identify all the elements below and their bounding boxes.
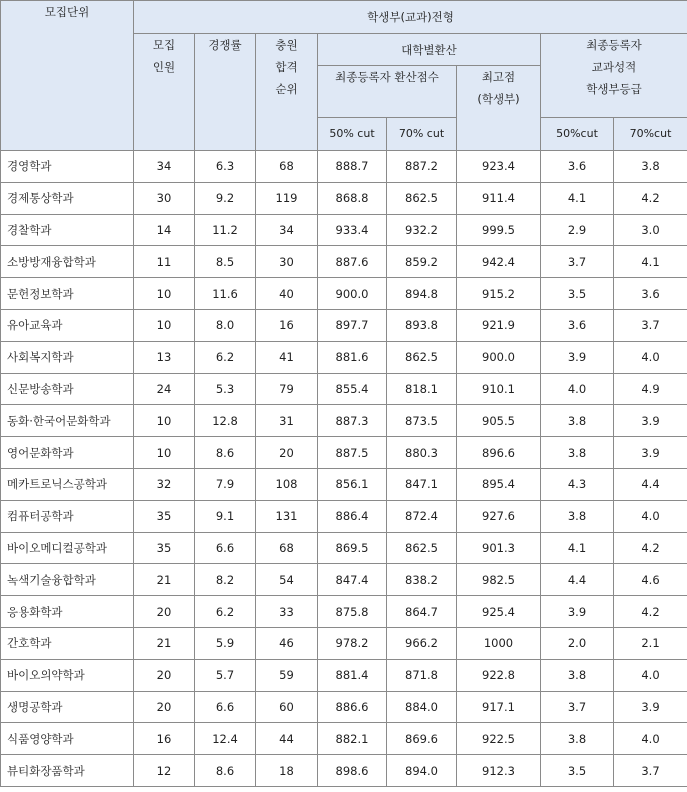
table-row [1, 182, 687, 214]
cell-score-cut70: 873.5 [387, 405, 457, 437]
header-group-label: 학생부(교과)전형 [367, 10, 454, 24]
cell-dept-name: 유아교육과 [1, 309, 134, 341]
cell-recruit-count: 21 [134, 564, 195, 596]
cell-grade-cut70: 3.8 [614, 151, 687, 183]
cell-score-cut50: 933.4 [318, 214, 387, 246]
cell-grade-cut70: 4.4 [614, 468, 687, 500]
cell-recruit-count: 32 [134, 468, 195, 500]
cell-competition-rate: 6.6 [195, 532, 256, 564]
cell-recruit-count: 21 [134, 627, 195, 659]
table-row [1, 468, 687, 500]
cell-score-cut50: 886.6 [318, 691, 387, 723]
table-row [1, 596, 687, 628]
table-body [1, 151, 687, 787]
cell-grade-cut50: 3.8 [541, 405, 614, 437]
cell-dept-name: 사회복지학과 [1, 341, 134, 373]
cell-top-score: 896.6 [457, 437, 541, 469]
cell-grade-cut50: 3.8 [541, 437, 614, 469]
cell-grade-cut50: 3.6 [541, 151, 614, 183]
cell-top-score: 922.8 [457, 659, 541, 691]
cell-grade-cut70: 4.2 [614, 182, 687, 214]
cell-dept-name: 생명공학과 [1, 691, 134, 723]
cell-top-score: 905.5 [457, 405, 541, 437]
table-row [1, 437, 687, 469]
cell-recruit-count: 10 [134, 405, 195, 437]
cell-grade-cut50: 2.0 [541, 627, 614, 659]
cell-dept-name: 경찰학과 [1, 214, 134, 246]
cell-competition-rate: 8.6 [195, 755, 256, 787]
cell-top-score: 900.0 [457, 341, 541, 373]
cell-grade-cut70: 3.7 [614, 755, 687, 787]
cell-score-cut50: 887.6 [318, 246, 387, 278]
cell-top-score: 895.4 [457, 468, 541, 500]
cell-waitlist-rank: 16 [256, 309, 318, 341]
cell-score-cut70: 894.0 [387, 755, 457, 787]
header-univ-conv-label: 대학별환산 [401, 42, 457, 57]
table-row [1, 151, 687, 183]
cell-grade-cut50: 3.9 [541, 596, 614, 628]
cell-score-cut70: 869.6 [387, 723, 457, 755]
cell-dept-name: 바이오메디컬공학과 [1, 532, 134, 564]
cell-score-cut50: 898.6 [318, 755, 387, 787]
cell-score-cut50: 978.2 [318, 627, 387, 659]
cell-score-cut70: 859.2 [387, 246, 457, 278]
cell-waitlist-rank: 33 [256, 596, 318, 628]
header-grade-cut50 [541, 118, 614, 151]
cell-grade-cut50: 3.5 [541, 278, 614, 310]
cell-score-cut70: 894.8 [387, 278, 457, 310]
header-unit-label: 모집단위 [44, 5, 90, 19]
cell-competition-rate: 8.2 [195, 564, 256, 596]
table-header [1, 1, 687, 151]
cell-score-cut70: 884.0 [387, 691, 457, 723]
cell-competition-rate: 8.0 [195, 309, 256, 341]
cell-score-cut70: 862.5 [387, 532, 457, 564]
cell-competition-rate: 12.8 [195, 405, 256, 437]
cell-top-score: 1000 [457, 627, 541, 659]
header-recruit-line1: 모집 [152, 38, 176, 52]
cell-score-cut50: 881.4 [318, 659, 387, 691]
cell-grade-cut70: 4.0 [614, 500, 687, 532]
table-row [1, 532, 687, 564]
cell-top-score: 910.1 [457, 373, 541, 405]
header-grade-cut70-label: 70%cut [629, 127, 672, 140]
header-competition [195, 34, 256, 151]
cell-score-cut50: 855.4 [318, 373, 387, 405]
cell-competition-rate: 8.5 [195, 246, 256, 278]
cell-recruit-count: 24 [134, 373, 195, 405]
cell-recruit-count: 16 [134, 723, 195, 755]
cell-top-score: 923.4 [457, 151, 541, 183]
table-row [1, 691, 687, 723]
cell-recruit-count: 20 [134, 659, 195, 691]
cell-grade-cut70: 3.6 [614, 278, 687, 310]
cell-dept-name: 간호학과 [1, 627, 134, 659]
cell-recruit-count: 10 [134, 437, 195, 469]
header-final-grade-line3: 학생부등급 [586, 82, 642, 96]
cell-score-cut50: 882.1 [318, 723, 387, 755]
header-grade-cut70 [614, 118, 687, 151]
cell-score-cut70: 818.1 [387, 373, 457, 405]
cell-waitlist-rank: 68 [256, 151, 318, 183]
cell-competition-rate: 5.3 [195, 373, 256, 405]
header-rank-line2: 합격 [275, 60, 298, 74]
cell-grade-cut70: 4.2 [614, 532, 687, 564]
cell-score-cut70: 872.4 [387, 500, 457, 532]
cell-score-cut70: 871.8 [387, 659, 457, 691]
header-rank [256, 34, 318, 151]
header-final-score [318, 66, 457, 118]
cell-score-cut50: 886.4 [318, 500, 387, 532]
cell-competition-rate: 8.6 [195, 437, 256, 469]
cell-waitlist-rank: 131 [256, 500, 318, 532]
cell-dept-name: 녹색기술융합학과 [1, 564, 134, 596]
cell-score-cut70: 838.2 [387, 564, 457, 596]
cell-waitlist-rank: 119 [256, 182, 318, 214]
cell-waitlist-rank: 46 [256, 627, 318, 659]
cell-grade-cut70: 4.2 [614, 596, 687, 628]
cell-competition-rate: 12.4 [195, 723, 256, 755]
cell-dept-name: 소방방재융합학과 [1, 246, 134, 278]
cell-top-score: 982.5 [457, 564, 541, 596]
cell-dept-name: 뷰티화장품학과 [1, 755, 134, 787]
cell-recruit-count: 12 [134, 755, 195, 787]
cell-dept-name: 영어문화학과 [1, 437, 134, 469]
cell-competition-rate: 5.7 [195, 659, 256, 691]
cell-grade-cut70: 3.0 [614, 214, 687, 246]
table-row [1, 373, 687, 405]
cell-waitlist-rank: 44 [256, 723, 318, 755]
cell-waitlist-rank: 79 [256, 373, 318, 405]
header-final-score-label: 최종등록자 환산점수 [335, 70, 439, 84]
cell-recruit-count: 35 [134, 532, 195, 564]
cell-score-cut50: 875.8 [318, 596, 387, 628]
cell-score-cut70: 932.2 [387, 214, 457, 246]
cell-grade-cut70: 2.1 [614, 627, 687, 659]
cell-top-score: 922.5 [457, 723, 541, 755]
header-grade-cut50-label: 50%cut [556, 127, 598, 140]
cell-dept-name: 경영학과 [1, 151, 134, 183]
cell-score-cut70: 966.2 [387, 627, 457, 659]
cell-recruit-count: 14 [134, 214, 195, 246]
header-rank-line1: 충원 [275, 38, 298, 52]
table-row [1, 564, 687, 596]
cell-grade-cut50: 3.7 [541, 246, 614, 278]
cell-grade-cut50: 2.9 [541, 214, 614, 246]
cell-score-cut70: 864.7 [387, 596, 457, 628]
cell-dept-name: 식품영양학과 [1, 723, 134, 755]
cell-waitlist-rank: 59 [256, 659, 318, 691]
cell-grade-cut50: 3.8 [541, 500, 614, 532]
header-score-cut70 [387, 118, 457, 151]
cell-competition-rate: 7.9 [195, 468, 256, 500]
cell-competition-rate: 11.6 [195, 278, 256, 310]
header-score-cut70-label: 70% cut [398, 127, 445, 140]
cell-grade-cut70: 4.1 [614, 246, 687, 278]
cell-recruit-count: 30 [134, 182, 195, 214]
cell-waitlist-rank: 40 [256, 278, 318, 310]
cell-grade-cut70: 4.0 [614, 659, 687, 691]
cell-recruit-count: 20 [134, 691, 195, 723]
cell-competition-rate: 6.2 [195, 596, 256, 628]
cell-recruit-count: 10 [134, 278, 195, 310]
cell-dept-name: 경제통상학과 [1, 182, 134, 214]
cell-grade-cut70: 4.0 [614, 341, 687, 373]
cell-grade-cut70: 3.9 [614, 405, 687, 437]
cell-grade-cut50: 4.4 [541, 564, 614, 596]
header-recruit-line2: 인원 [152, 60, 176, 74]
cell-top-score: 942.4 [457, 246, 541, 278]
cell-competition-rate: 6.3 [195, 151, 256, 183]
cell-recruit-count: 20 [134, 596, 195, 628]
cell-grade-cut70: 3.9 [614, 691, 687, 723]
header-group [134, 1, 687, 34]
cell-waitlist-rank: 30 [256, 246, 318, 278]
cell-score-cut50: 897.7 [318, 309, 387, 341]
cell-competition-rate: 9.2 [195, 182, 256, 214]
cell-grade-cut70: 4.0 [614, 723, 687, 755]
cell-competition-rate: 6.2 [195, 341, 256, 373]
header-final-grade-line1: 최종등록자 [586, 38, 642, 52]
cell-grade-cut70: 4.9 [614, 373, 687, 405]
cell-dept-name: 바이오의약학과 [1, 659, 134, 691]
cell-recruit-count: 34 [134, 151, 195, 183]
cell-score-cut50: 887.5 [318, 437, 387, 469]
cell-top-score: 912.3 [457, 755, 541, 787]
table-row [1, 627, 687, 659]
header-score-cut50 [318, 118, 387, 151]
cell-grade-cut50: 4.3 [541, 468, 614, 500]
cell-score-cut70: 862.5 [387, 341, 457, 373]
header-competition-label: 경쟁률 [208, 38, 242, 52]
cell-grade-cut50: 3.7 [541, 691, 614, 723]
cell-waitlist-rank: 68 [256, 532, 318, 564]
header-final-grade [541, 34, 687, 118]
cell-recruit-count: 11 [134, 246, 195, 278]
cell-grade-cut50: 4.1 [541, 532, 614, 564]
cell-top-score: 911.4 [457, 182, 541, 214]
cell-dept-name: 동화·한국어문화학과 [1, 405, 134, 437]
table-row [1, 723, 687, 755]
table-row [1, 405, 687, 437]
cell-score-cut50: 887.3 [318, 405, 387, 437]
cell-top-score: 915.2 [457, 278, 541, 310]
cell-top-score: 901.3 [457, 532, 541, 564]
cell-score-cut50: 847.4 [318, 564, 387, 596]
cell-top-score: 927.6 [457, 500, 541, 532]
cell-score-cut70: 880.3 [387, 437, 457, 469]
header-top-score-line1: 최고점 [481, 70, 516, 84]
cell-grade-cut50: 4.0 [541, 373, 614, 405]
header-score-cut50-label: 50% cut [329, 127, 375, 140]
cell-score-cut50: 869.5 [318, 532, 387, 564]
cell-competition-rate: 11.2 [195, 214, 256, 246]
cell-waitlist-rank: 54 [256, 564, 318, 596]
header-top-score-line2: (학생부) [477, 92, 520, 106]
cell-dept-name: 신문방송학과 [1, 373, 134, 405]
cell-waitlist-rank: 20 [256, 437, 318, 469]
cell-grade-cut50: 4.1 [541, 182, 614, 214]
cell-recruit-count: 13 [134, 341, 195, 373]
cell-competition-rate: 5.9 [195, 627, 256, 659]
header-rank-line3: 순위 [275, 82, 298, 96]
cell-competition-rate: 9.1 [195, 500, 256, 532]
cell-top-score: 921.9 [457, 309, 541, 341]
table-row [1, 659, 687, 691]
header-final-grade-line2: 교과성적 [591, 60, 637, 74]
cell-dept-name: 응용화학과 [1, 596, 134, 628]
cell-waitlist-rank: 60 [256, 691, 318, 723]
cell-score-cut70: 847.1 [387, 468, 457, 500]
cell-score-cut50: 868.8 [318, 182, 387, 214]
cell-grade-cut70: 3.9 [614, 437, 687, 469]
cell-grade-cut70: 3.7 [614, 309, 687, 341]
cell-grade-cut50: 3.5 [541, 755, 614, 787]
header-univ-conv [318, 34, 541, 66]
header-top-score [457, 66, 541, 151]
cell-score-cut50: 888.7 [318, 151, 387, 183]
cell-score-cut50: 881.6 [318, 341, 387, 373]
cell-top-score: 917.1 [457, 691, 541, 723]
cell-waitlist-rank: 108 [256, 468, 318, 500]
cell-dept-name: 컴퓨터공학과 [1, 500, 134, 532]
table-row [1, 214, 687, 246]
table-row [1, 309, 687, 341]
cell-score-cut50: 856.1 [318, 468, 387, 500]
cell-waitlist-rank: 31 [256, 405, 318, 437]
table-row [1, 246, 687, 278]
cell-dept-name: 문헌정보학과 [1, 278, 134, 310]
header-unit [1, 1, 134, 151]
cell-grade-cut50: 3.9 [541, 341, 614, 373]
table-row [1, 278, 687, 310]
cell-score-cut70: 893.8 [387, 309, 457, 341]
cell-score-cut50: 900.0 [318, 278, 387, 310]
cell-grade-cut50: 3.8 [541, 659, 614, 691]
table-row [1, 341, 687, 373]
cell-recruit-count: 35 [134, 500, 195, 532]
cell-competition-rate: 6.6 [195, 691, 256, 723]
cell-grade-cut50: 3.8 [541, 723, 614, 755]
table-row [1, 755, 687, 787]
cell-waitlist-rank: 34 [256, 214, 318, 246]
cell-top-score: 925.4 [457, 596, 541, 628]
cell-grade-cut70: 4.6 [614, 564, 687, 596]
cell-waitlist-rank: 41 [256, 341, 318, 373]
cell-waitlist-rank: 18 [256, 755, 318, 787]
cell-top-score: 999.5 [457, 214, 541, 246]
table-row [1, 500, 687, 532]
cell-recruit-count: 10 [134, 309, 195, 341]
header-recruit [134, 34, 195, 151]
cell-score-cut70: 887.2 [387, 151, 457, 183]
cell-score-cut70: 862.5 [387, 182, 457, 214]
cell-dept-name: 메카트로닉스공학과 [1, 468, 134, 500]
cell-grade-cut50: 3.6 [541, 309, 614, 341]
